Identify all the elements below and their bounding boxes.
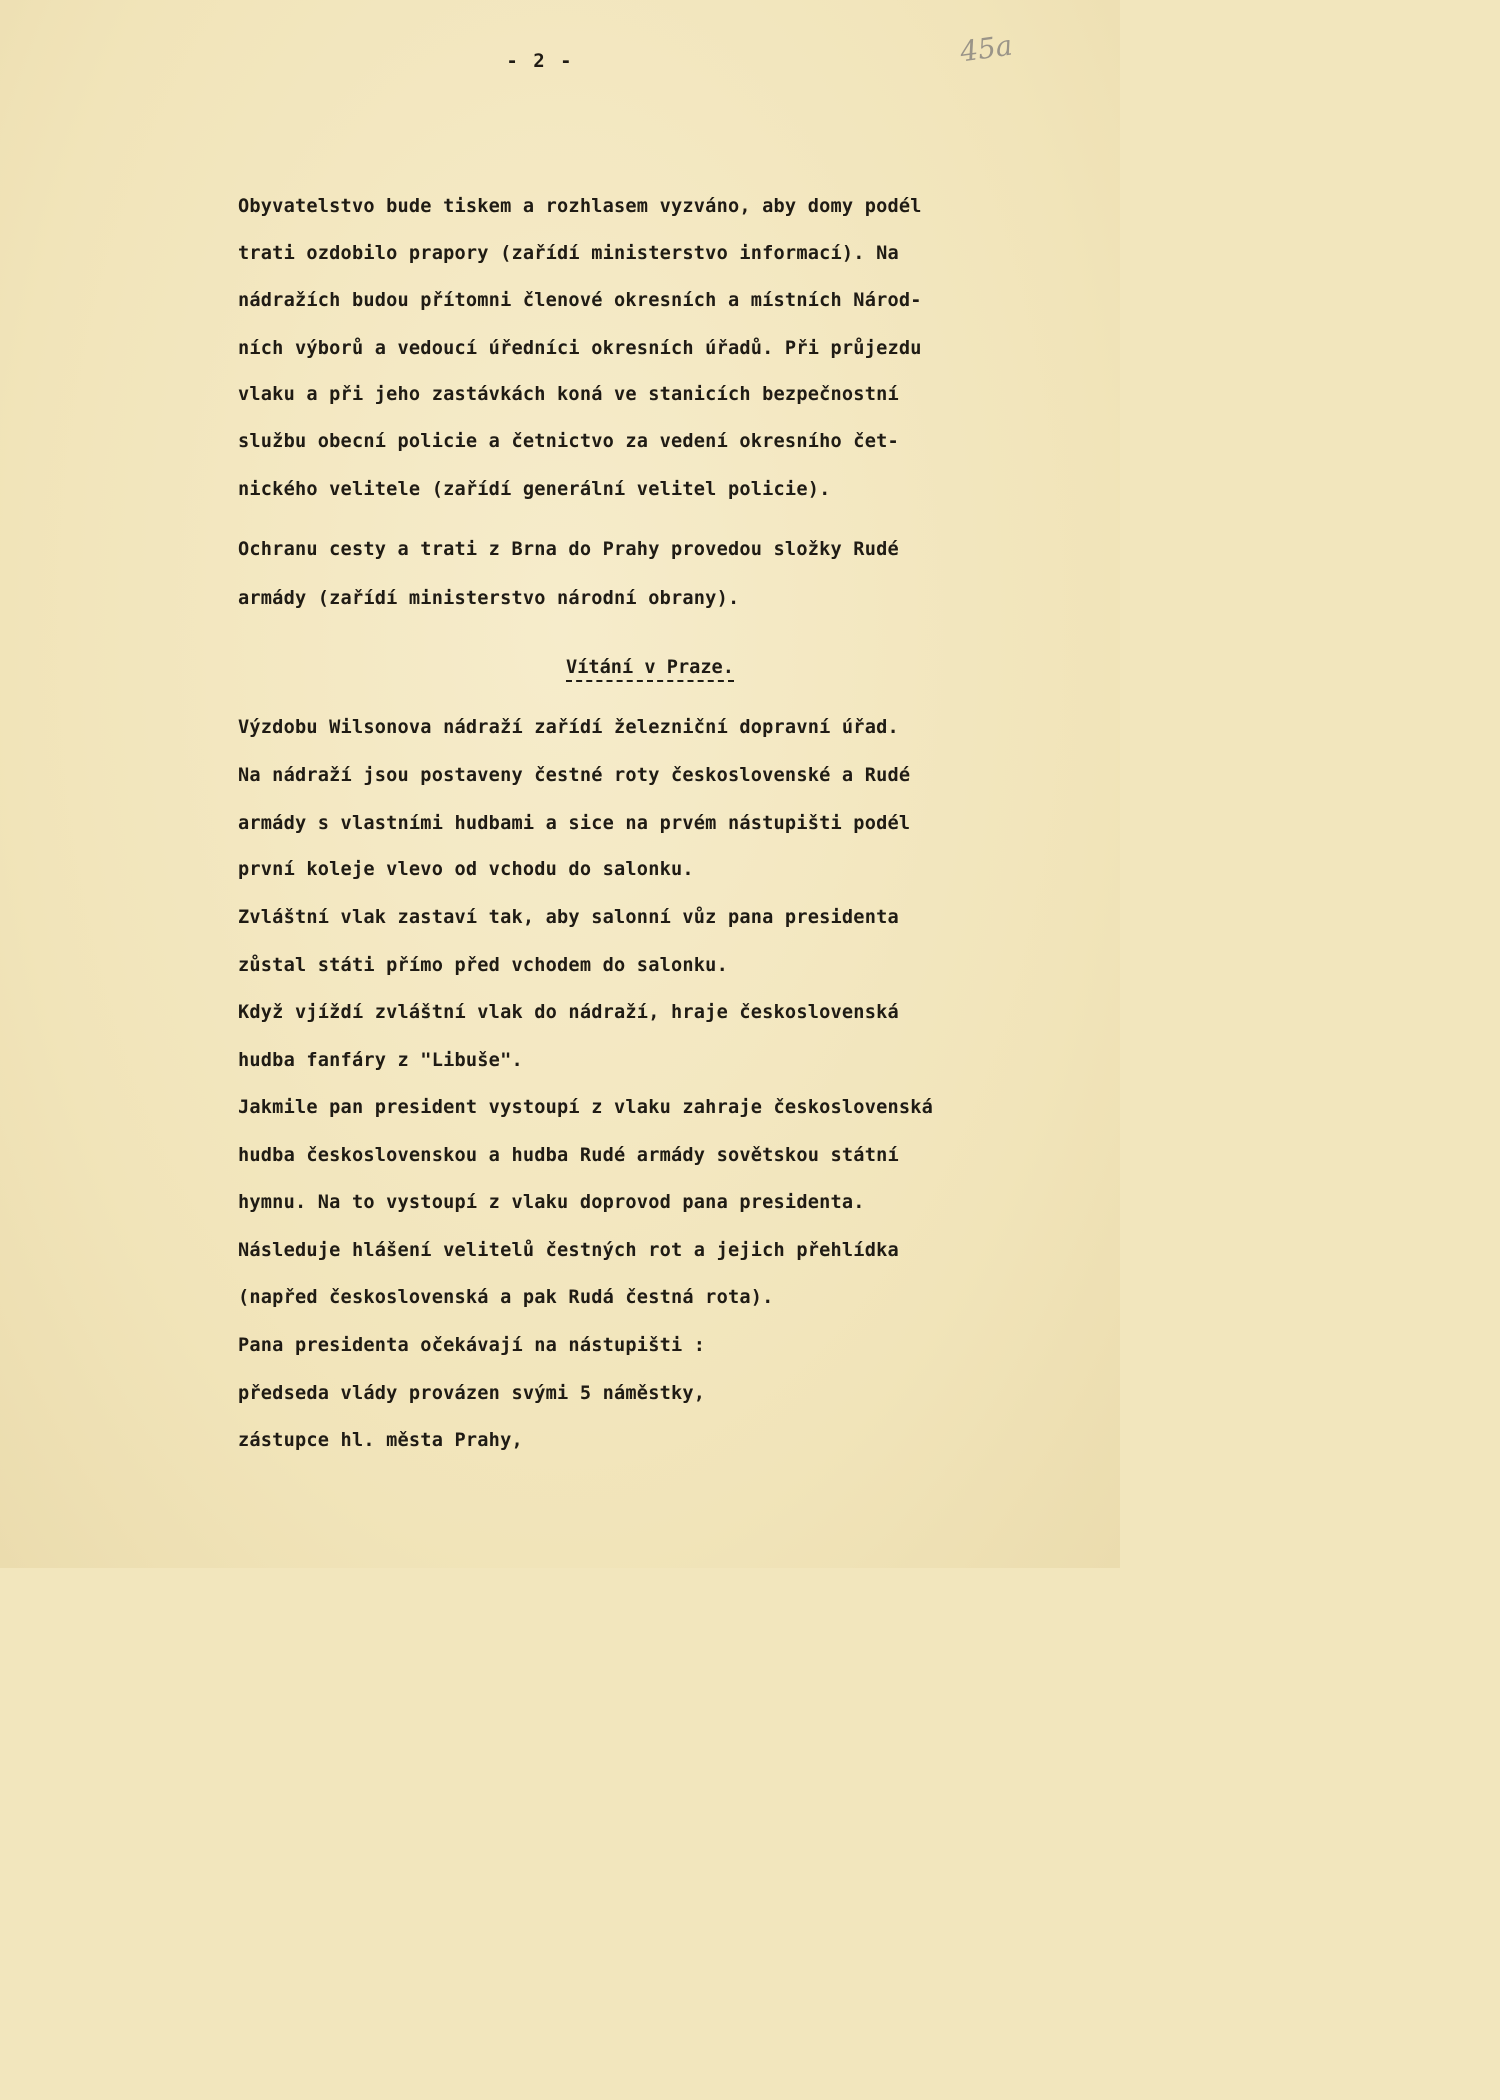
text-line: vlaku a při jeho zastávkách koná ve stanicích bezpečnostní bbox=[238, 384, 899, 405]
text-line: trati ozdobilo prapory (zařídí ministerstvo informací). Na bbox=[238, 243, 899, 264]
text-line: Jakmile pan president vystoupí z vlaku zahraje československá bbox=[238, 1097, 934, 1118]
section-heading: Vítání v Praze. bbox=[0, 657, 1120, 678]
text-line: Obyvatelstvo bude tiskem a rozhlasem vyzváno, aby domy podél bbox=[238, 196, 922, 217]
text-line: hudba fanfáry z "Libuše". bbox=[238, 1050, 523, 1071]
text-line: nického velitele (zařídí generální velitel policie). bbox=[238, 479, 831, 500]
text-line: Výzdobu Wilsonova nádraží zařídí železniční dopravní úřad. bbox=[238, 717, 899, 738]
page-number: - 2 - bbox=[506, 50, 574, 72]
text-line: předseda vlády provázen svými 5 náměstky, bbox=[238, 1383, 706, 1404]
text-line: (napřed československá a pak Rudá čestná rota). bbox=[238, 1287, 774, 1308]
text-line: hymnu. Na to vystoupí z vlaku doprovod pana presidenta. bbox=[238, 1192, 865, 1213]
text-line: ních výborů a vedoucí úředníci okresních úřadů. Při průjezdu bbox=[238, 338, 922, 359]
text-line: službu obecní policie a četnictvo za vedení okresního čet- bbox=[238, 431, 899, 452]
text-line: zůstal státi přímo před vchodem do salonku. bbox=[238, 955, 728, 976]
text-line: armády (zařídí ministerstvo národní obrany). bbox=[238, 588, 740, 609]
text-line: zástupce hl. města Prahy, bbox=[238, 1430, 523, 1451]
text-line: Když vjíždí zvláštní vlak do nádraží, hraje československá bbox=[238, 1002, 899, 1023]
text-line: Zvláštní vlak zastaví tak, aby salonní vůz pana presidenta bbox=[238, 907, 899, 928]
text-line: hudba československou a hudba Rudé armády sovětskou státní bbox=[238, 1145, 899, 1166]
text-line: Na nádraží jsou postaveny čestné roty československé a Rudé bbox=[238, 765, 911, 786]
handwritten-archive-mark: 45a bbox=[957, 28, 1015, 69]
text-line: Ochranu cesty a trati z Brna do Prahy provedou složky Rudé bbox=[238, 539, 899, 560]
text-line: armády s vlastními hudbami a sice na prvém nástupišti podél bbox=[238, 813, 911, 834]
text-line: první koleje vlevo od vchodu do salonku. bbox=[238, 859, 694, 880]
text-line: Pana presidenta očekávají na nástupišti : bbox=[238, 1335, 706, 1356]
text-line: nádražích budou přítomni členové okresních a místních Národ- bbox=[238, 290, 922, 311]
text-line: Následuje hlášení velitelů čestných rot a jejich přehlídka bbox=[238, 1240, 899, 1261]
